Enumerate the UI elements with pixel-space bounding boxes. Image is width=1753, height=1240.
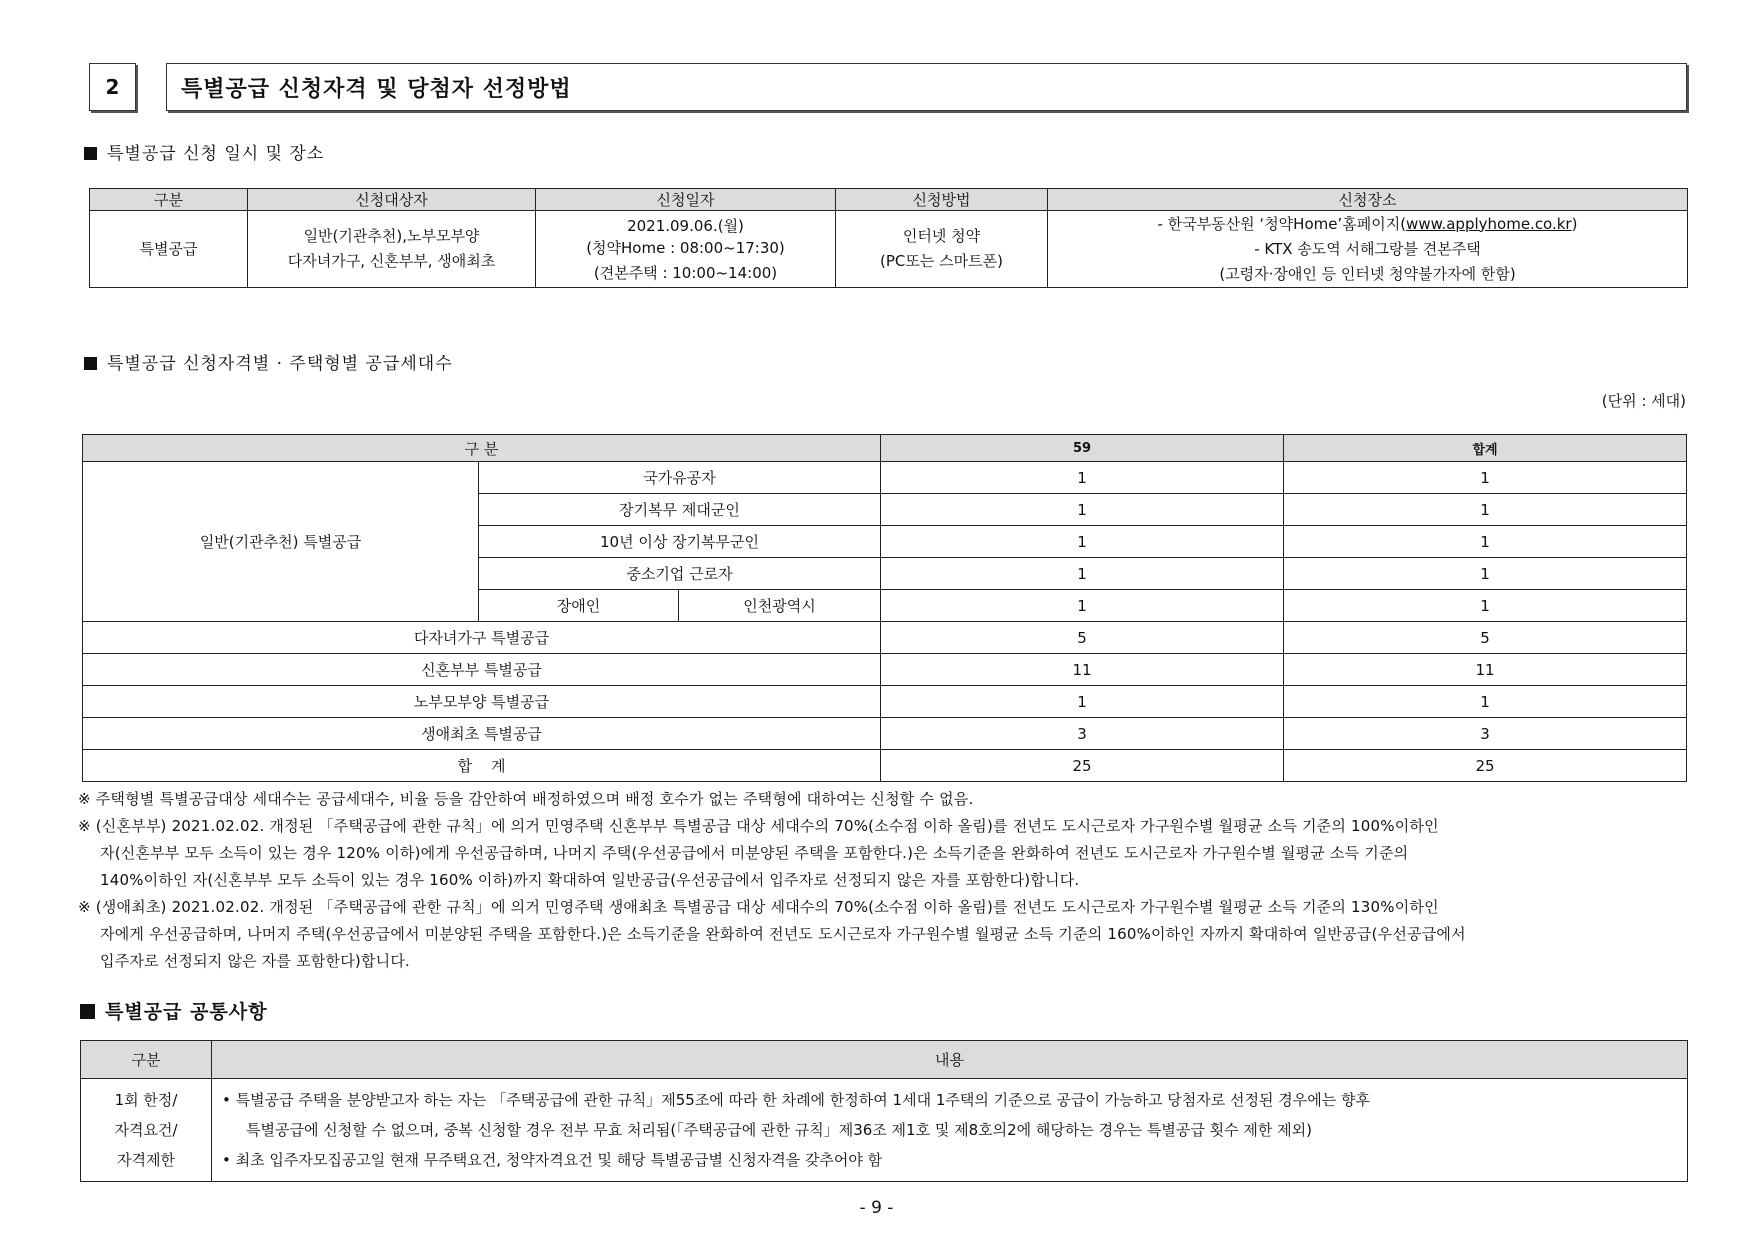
general-group-label: 일반(기관추천) 특별공급: [83, 462, 479, 622]
schedule-header-target: 신청대상자: [248, 189, 536, 211]
common-category: [81, 1079, 212, 1182]
schedule-heading: [84, 139, 324, 164]
schedule-place-line: [1048, 212, 1687, 237]
schedule-header-category: 구분: [90, 189, 248, 211]
common-content-line: • 최초 입주자모집공고일 현재 무주택요건, 청약자격요건 및 해당 특별공급별 신청자격을 갖추어야 함: [222, 1151, 883, 1169]
row-label: 국가유공자: [479, 462, 881, 494]
table-row: [83, 654, 1687, 686]
row-total: 5: [1284, 622, 1687, 654]
place-prefix: - 한국부동산원 ‘청약Home’홈페이지(: [1157, 214, 1407, 233]
notes-block: [78, 786, 1698, 975]
supply-header-category: 구 분: [83, 435, 881, 462]
square-bullet-icon: [84, 357, 97, 370]
supply-heading-text: 특별공급 신청자격별 · 주택형별 공급세대수: [107, 354, 453, 374]
schedule-date-line: 2021.09.06.(월): [627, 216, 744, 235]
row-value: 5: [881, 622, 1284, 654]
schedule-place-line: - KTX 송도역 서해그랑블 견본주택: [1254, 239, 1481, 258]
disabled-sub-label: 인천광역시: [679, 590, 881, 622]
table-row: [83, 718, 1687, 750]
table-row: [83, 686, 1687, 718]
table-row: [81, 1079, 1688, 1182]
schedule-category: 특별공급: [90, 211, 248, 288]
common-heading: [80, 997, 267, 1024]
disabled-label: 장애인: [479, 590, 679, 622]
common-category-line: 자격제한: [117, 1151, 175, 1169]
unit-label: (단위 : 세대): [1601, 392, 1686, 410]
table-row: [83, 622, 1687, 654]
note-line: 140%이하인 자(신혼부부 모두 소득이 있는 경우 160% 이하)까지 확대하여 일반공급(우선공급에서 입주자로 선정되지 않은 자를 포함한다)합니다.: [100, 871, 1080, 889]
schedule-date-line: (청약Home : 08:00~17:30): [586, 238, 785, 257]
row-value: 1: [881, 558, 1284, 590]
row-total: 1: [1284, 526, 1687, 558]
sum-total: 25: [1284, 750, 1687, 782]
schedule-header-place: 신청장소: [1048, 189, 1688, 211]
sum-value: 25: [881, 750, 1284, 782]
schedule-target: [248, 211, 536, 288]
supply-heading: [84, 349, 453, 374]
schedule-place: [1048, 211, 1688, 288]
supply-header-type: 59: [881, 435, 1284, 462]
common-category-line: 1회 한정/: [114, 1091, 178, 1109]
note-line: 자(신혼부부 모두 소득이 있는 경우 120% 이하)에게 우선공급하며, 나머지 주택(우선공급에서 미분양된 주택을 포함한다.)은 소득기준을 완화하여 전년도 도시근로자 가구원수별 월평균 소득 기준의: [100, 844, 1409, 862]
schedule-header-method: 신청방법: [836, 189, 1048, 211]
common-table: [80, 1040, 1688, 1182]
row-value: 1: [881, 526, 1284, 558]
note-line: 자에게 우선공급하며, 나머지 주택(우선공급에서 미분양된 주택을 포함한다.)은 소득기준을 완화하여 전년도 도시근로자 가구원수별 월평균 소득 기준의 160%이하인 자까지 확대하여 일반공급(우선공급에서: [100, 925, 1466, 943]
row-label: 중소기업 근로자: [479, 558, 881, 590]
common-content-line: 특별공급에 신청할 수 없으며, 중복 신청할 경우 전부 무효 처리됨(「주택공급에 관한 규칙」제36조 제1호 및 제8호의2에 해당하는 경우는 특별공급 횟수 제한 제외): [246, 1121, 1312, 1139]
section-title: 특별공급 신청자격 및 당첨자 선정방법: [166, 63, 1687, 111]
row-total: 1: [1284, 558, 1687, 590]
note-line: ※ (신혼부부) 2021.02.02. 개정된 「주택공급에 관한 규칙」에 의거 민영주택 신혼부부 특별공급 대상 세대수의 70%(소수점 이하 올림)를 전년도 도시근로자 가구원수별 월평균 소득 기준의 100%이하인: [78, 817, 1439, 835]
schedule-target-line: 일반(기관추천),노부모부양: [303, 227, 480, 245]
sum-label: 합 계: [83, 750, 881, 782]
row-label: 신혼부부 특별공급: [83, 654, 881, 686]
schedule-date: [536, 211, 836, 288]
schedule-heading-text: 특별공급 신청 일시 및 장소: [107, 144, 325, 164]
row-total: 11: [1284, 654, 1687, 686]
row-value: 1: [881, 590, 1284, 622]
schedule-header-date: 신청일자: [536, 189, 836, 211]
applyhome-link[interactable]: www.applyhome.co.kr: [1406, 214, 1572, 233]
square-bullet-icon: [84, 147, 97, 160]
note-1: ※ 주택형별 특별공급대상 세대수는 공급세대수, 비율 등을 감안하여 배정하였으며 배정 호수가 없는 주택형에 대하여는 신청할 수 없음.: [78, 790, 974, 808]
common-content-line: • 특별공급 주택을 분양받고자 하는 자는 「주택공급에 관한 규칙」제55조에 따라 한 차례에 한정하여 1세대 1주택의 기준으로 공급이 가능하고 당첨자로 선정된 경우에는 향후: [222, 1091, 1370, 1109]
note-2: [78, 813, 1698, 894]
row-value: 1: [881, 494, 1284, 526]
note-3: [78, 894, 1698, 975]
row-value: 1: [881, 686, 1284, 718]
row-total: 1: [1284, 494, 1687, 526]
row-label: 생애최초 특별공급: [83, 718, 881, 750]
supply-table: [82, 434, 1687, 782]
supply-header-total: 합계: [1284, 435, 1687, 462]
row-label: 노부모부양 특별공급: [83, 686, 881, 718]
common-content: [212, 1079, 1688, 1182]
place-suffix: ): [1571, 214, 1578, 233]
row-label: 다자녀가구 특별공급: [83, 622, 881, 654]
row-value: 1: [881, 462, 1284, 494]
row-value: 3: [881, 718, 1284, 750]
common-category-line: 자격요건/: [114, 1121, 178, 1139]
row-total: 1: [1284, 686, 1687, 718]
row-total: 3: [1284, 718, 1687, 750]
row-value: 11: [881, 654, 1284, 686]
common-header-category: 구분: [81, 1041, 212, 1079]
section-number: 2: [89, 63, 136, 111]
table-row: [83, 750, 1687, 782]
table-row: [90, 211, 1688, 288]
page-number: - 9 -: [859, 1198, 894, 1218]
schedule-method-line: 인터넷 청약: [902, 227, 981, 245]
square-bullet-icon: [80, 1004, 95, 1019]
table-row: [83, 462, 1687, 494]
row-label: 10년 이상 장기복무군인: [479, 526, 881, 558]
schedule-table: [89, 188, 1688, 288]
schedule-method: [836, 211, 1048, 288]
common-header-content: 내용: [212, 1041, 1688, 1079]
row-total: 1: [1284, 590, 1687, 622]
common-heading-text: 특별공급 공통사항: [105, 1001, 268, 1023]
note-line: ※ (생애최초) 2021.02.02. 개정된 「주택공급에 관한 규칙」에 의거 민영주택 생애최초 특별공급 대상 세대수의 70%(소수점 이하 올림)를 전년도 도시근로자 가구원수별 월평균 소득 기준의 130%이하인: [78, 898, 1439, 916]
schedule-date-line: (견본주택 : 10:00~14:00): [593, 263, 778, 282]
row-label: 장기복무 제대군인: [479, 494, 881, 526]
row-total: 1: [1284, 462, 1687, 494]
note-line: 입주자로 선정되지 않은 자를 포함한다)합니다.: [100, 952, 411, 970]
schedule-target-line: 다자녀가구, 신혼부부, 생애최초: [287, 252, 496, 270]
schedule-place-line: (고령자·장애인 등 인터넷 청약불가자에 한함): [1219, 264, 1516, 283]
schedule-method-line: (PC또는 스마트폰): [880, 252, 1003, 270]
